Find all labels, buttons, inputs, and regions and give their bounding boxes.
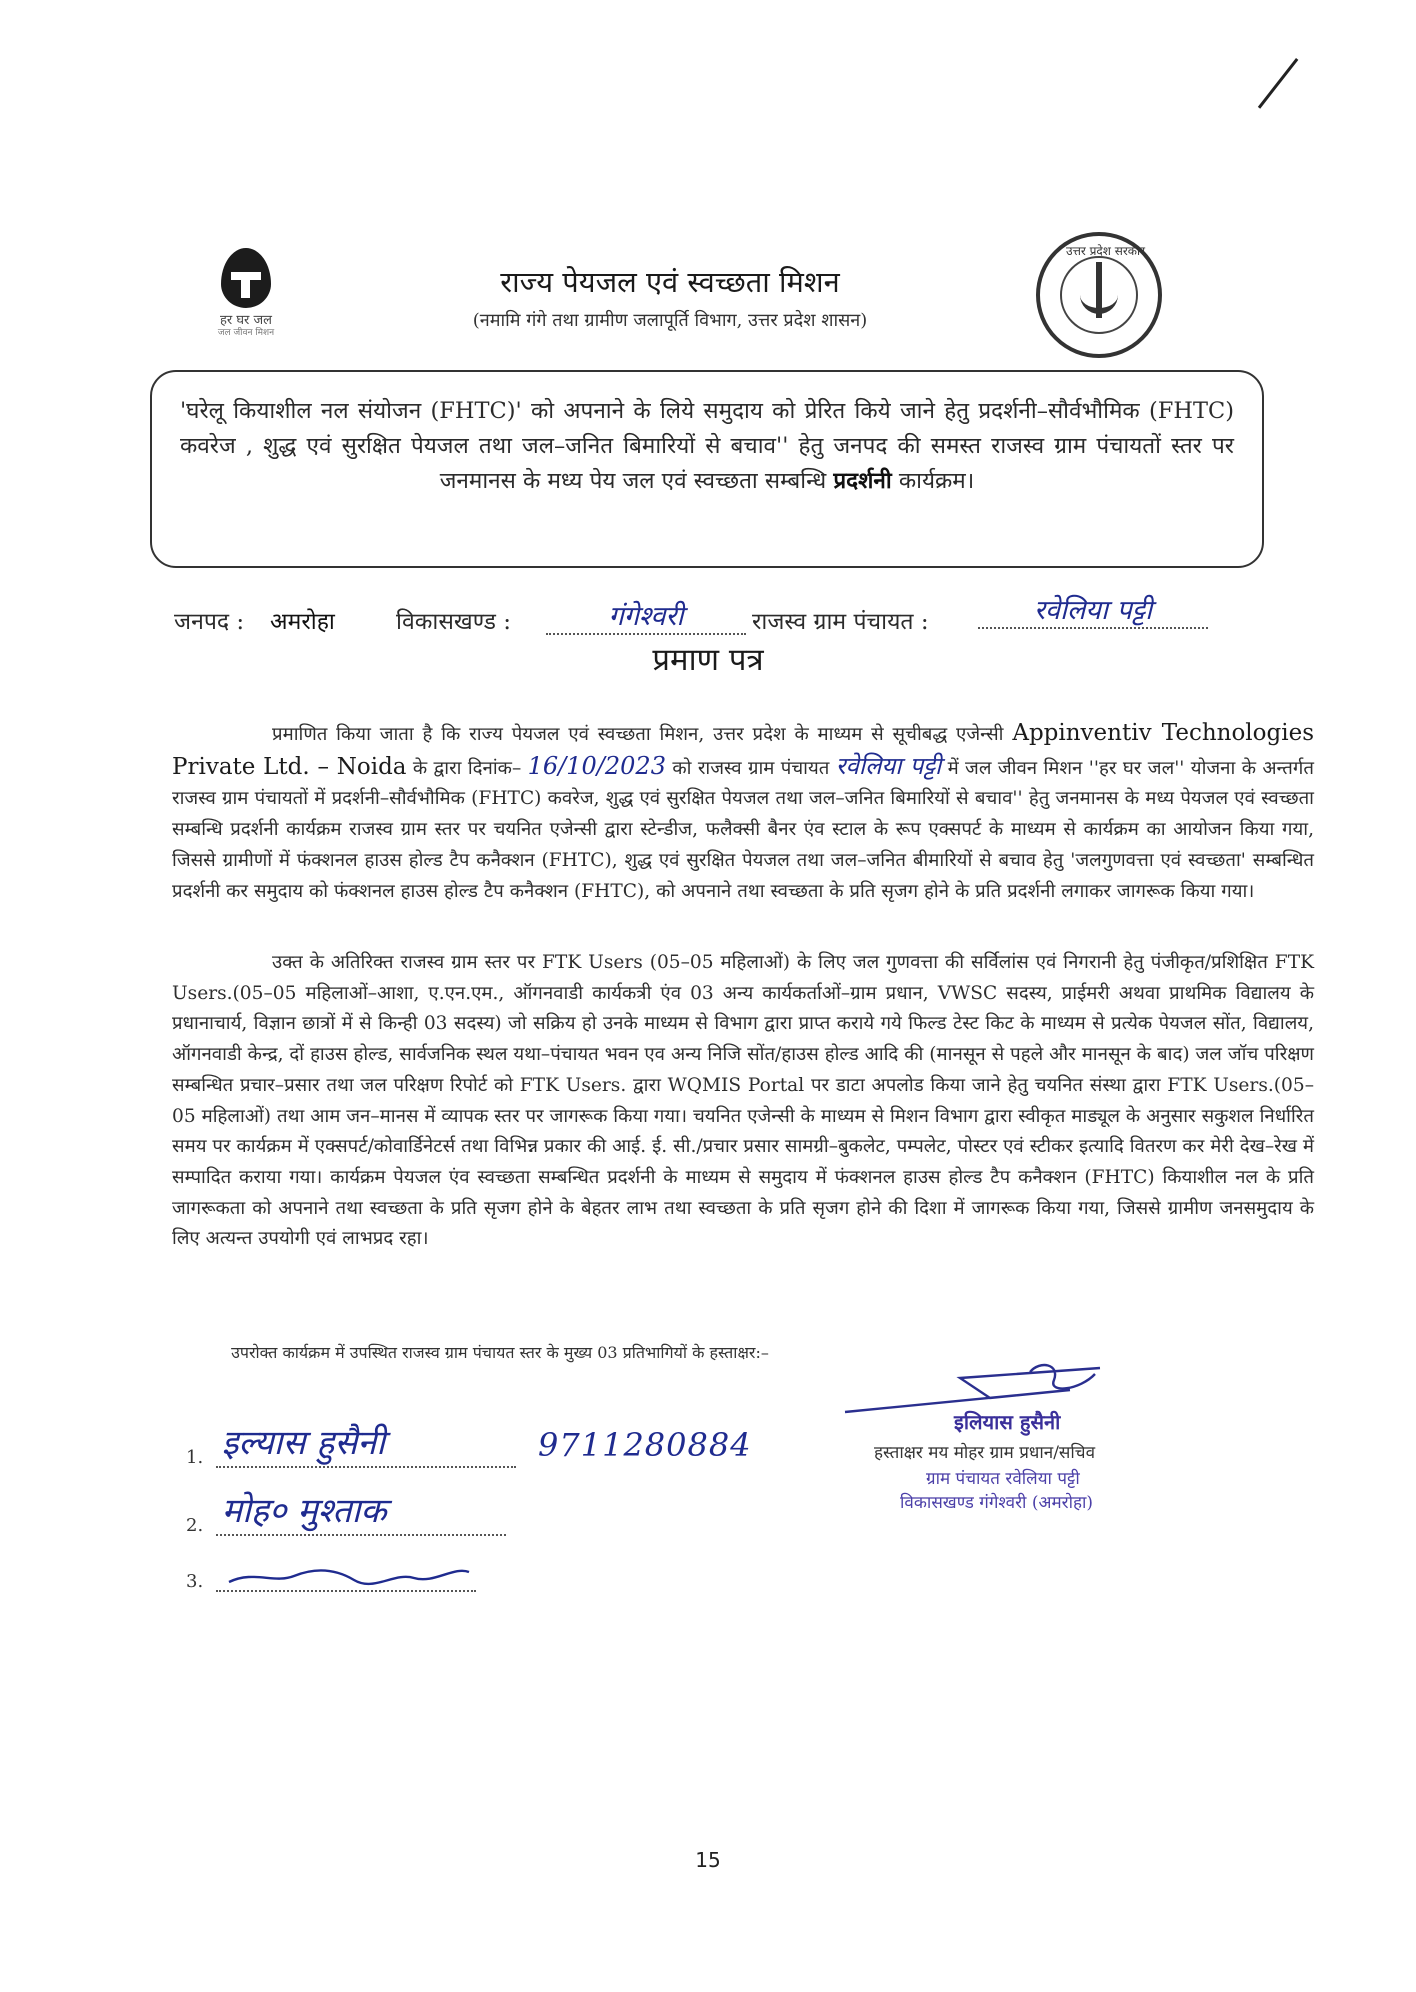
program-description-bold: प्रदर्शनी <box>833 468 892 494</box>
block-value-handwritten: गंगेश्वरी <box>546 596 746 635</box>
panchayat-value-handwritten: रवेलिया पट्टी <box>978 590 1208 629</box>
stamp-name: इलियास हुसैनी <box>954 1410 1061 1434</box>
signature-handwritten: मोह० मुश्ताक <box>221 1491 387 1531</box>
block-label: विकासखण्ड : <box>396 609 512 635</box>
pradhan-stamp <box>840 1360 1170 1513</box>
stamp-block: विकासखण्ड गंगेश्वरी (अमरोहा) <box>900 1493 1094 1513</box>
panchayat-label: राजस्व ग्राम पंचायत : <box>752 609 929 635</box>
para1-date-label: के द्वारा दिनांक– <box>412 757 522 779</box>
certificate-heading: प्रमाण पत्र <box>652 642 764 678</box>
stamp-gram-panchayat: ग्राम पंचायत रवेलिया पट्टी <box>926 1469 1080 1489</box>
participant-phone-handwritten: 9711280884 <box>538 1426 752 1464</box>
para1-body: में जल जीवन मिशन ''हर घर जल'' योजना के अन्तर्गत राजस्व ग्राम पंचायतों में प्रदर्शनी–सौर्वभौमिक (FHTC) कवरेज, शुद्ध एवं सुरक्षित पेयजल तथा जल–जनित बिमारियों से बचाव'' हेतु जनमानस के मध्य पेयजल एवं स्वच्छता सम्बन्धि प्रदर्शनी कार्यक्रम राजस्व ग्राम स्तर पर चयनित एजेन्सी द्वारा स्टेन्डीज, फलैक्सी बैनर एंव स्टाल के रूप एक्सपर्ट के माध्यम से कार्यक्रम का आयोजन किया गया, जिससे ग्रामीणों में फंक्शनल हाउस होल्ड टैप कनैक्शन (FHTC), शुद्ध एवं सुरक्षित पेयजल तथा जल–जनित बीमारियों से बचाव हेतु 'जलगुणवत्ता एवं स्वच्छता' सम्बन्धित प्रदर्शनी कर समुदाय को फंक्शनल हाउस होल्ड टैप कनैक्शन (FHTC), को अपनाने तथा स्वच्छता के प्रति सृजग होने के प्रति प्रदर्शनी लगाकर जागरूक किया गया। <box>172 757 1314 902</box>
logo-caption: हर घर जल <box>220 313 272 328</box>
signature-field <box>216 1491 506 1536</box>
signature-scribble-icon <box>224 1562 474 1588</box>
program-description-box <box>150 370 1264 568</box>
program-description-text: 'घरेलू कियाशील नल संयोजन (FHTC)' को अपनाने के लिये समुदाय को प्रेरित किये जाने हेतु प्रदर्शनी–सौर्वभौमिक (FHTC) कवरेज , शुद्ध एवं सुरक्षित पेयजल तथा जल–जनित बिमारियों से बचाव'' हेतु जनपद की समस्त राजस्व ग्राम पंचायतों स्तर पर जनमानस के मध्य पेय जल एवं स्वच्छता सम्बन्धि <box>180 398 1234 494</box>
signature-field <box>216 1423 516 1468</box>
signature-number: 2. <box>186 1515 204 1536</box>
district-label: जनपद : <box>174 609 245 635</box>
agency-name: Appinventiv Technologies Private Ltd. – Noida <box>172 720 1314 780</box>
signatures-intro: उपरोक्त कार्यक्रम में उपस्थित राजस्व ग्राम पंचायत स्तर के मुख्य 03 प्रतिभागियों के हस्ताक्षर:– <box>231 1343 769 1362</box>
emblem-bow-icon <box>1096 262 1102 318</box>
signature-line-3 <box>186 1562 476 1592</box>
signature-line-2 <box>186 1491 506 1536</box>
mission-subtitle: (नमामि गंगे तथा ग्रामीण जलापूर्ति विभाग, उत्तर प्रदेश शासन) <box>472 310 868 331</box>
logo-subcaption: जल जीवन मिशन <box>217 328 275 338</box>
mission-title: राज्य पेयजल एवं स्वच्छता मिशन <box>500 265 840 299</box>
emblem-ring-icon <box>1036 232 1162 358</box>
emblem-text: उत्तर प्रदेश सरकार <box>1066 244 1146 258</box>
corner-tick-mark <box>1258 58 1299 109</box>
page-number: 15 <box>695 1848 721 1872</box>
signature-line-1 <box>186 1423 516 1468</box>
signature-number: 1. <box>186 1447 204 1468</box>
har-ghar-jal-logo <box>196 248 296 358</box>
program-description-tail: कार्यक्रम। <box>898 468 975 494</box>
para1-gp-label: को राजस्व ग्राम पंचायत <box>672 757 830 779</box>
signature-handwritten: इल्यास हुसैनी <box>221 1423 385 1463</box>
signature-number: 3. <box>186 1571 204 1592</box>
gram-panchayat-handwritten: रवेलिया पट्टी <box>835 751 942 780</box>
certificate-paragraph-2: उक्त के अतिरिक्त राजस्व ग्राम स्तर पर FTK Users (05–05 महिलाओं) के लिए जल गुणवत्ता की सर्विलांस एवं निगरानी हेतु पंजीकृत/प्रशिक्षित FTK Users.(05–05 महिलाओं–आशा, ए.एन.एम., ऑगनवाडी कार्यकत्री एंव 03 अन्य कार्यकर्ताओं–ग्राम प्रधान, VWSC सदस्य, प्राईमरी अथवा प्राथमिक विद्यालय के प्रधानाचार्य, विज्ञान छात्रों में से किन्ही 03 सदस्य) जो सक्रिय हो उनके माध्यम से विभाग द्वारा प्राप्त कराये गये फिल्ड टेस्ट किट के माध्यम से प्रत्येक पेयजल सोंत, विद्यालय, ऑगनवाडी केन्द्र, दों हाउस होल्ड, सार्वजनिक स्थल यथा–पंचायत भवन एव अन्य निजि सोंत/हाउस होल्ड आदि की (मानसून से पहले और मानसून के बाद) जल जॉच परिक्षण सम्बन्धित प्रचार–प्रसार तथा जल परिक्षण रिपोर्ट को FTK Users. द्वारा WQMIS Portal पर डाटा अपलोड किया जाने हेतु चयनित संस्था द्वारा FTK Users.(05–05 महिलाओं) तथा आम जन–मानस में व्यापक स्तर पर जागरूक किया गया। चयनित एजेन्सी के माध्यम से मिशन विभाग द्वारा स्वीकृत माड्यूल के अनुसार सकुशल निर्धारित समय पर कार्यक्रम में एक्सपर्ट/कोवार्डिनेटर्स तथा विभिन्न प्रकार की आई. ई. सी./प्रचार प्रसार सामग्री–बुकलेट, पम्पलेट, पोस्टर एवं स्टीकर इत्यादि वितरण कर मेरी देख–रेख में सम्पादित कराया गया। कार्यक्रम पेयजल एंव स्वच्छता सम्बन्धित प्रदर्शनी के माध्यम से समुदाय में फंक्शनल हाउस होल्ड टैप कनैक्शन (FHTC) कियाशील नल के प्रति जागरूकता को अपनाने तथा स्वच्छता के प्रति सृजग होने के बेहतर लाभ तथा स्वच्छता के प्रति सृजग होने की दिशा में जागरूक किया गया, जिससे ग्रामीण जनसमुदाय के लिए अत्यन्त उपयोगी एवं लाभप्रद रहा। <box>172 952 1314 1250</box>
up-government-emblem <box>1036 232 1172 362</box>
program-date-handwritten: 16/10/2023 <box>527 751 666 780</box>
para1-intro: प्रमाणित किया जाता है कि राज्य पेयजल एवं स्वच्छता मिशन, उत्तर प्रदेश के माध्यम से सूचीबद्ध एजेन्सी <box>272 724 1004 745</box>
signature-field <box>216 1562 476 1592</box>
stamp-designation: हस्ताक्षर मय मोहर ग्राम प्रधान/सचिव <box>874 1443 1096 1463</box>
certificate-paragraph-1 <box>172 718 1314 907</box>
district-value: अमरोहा <box>270 609 335 635</box>
water-tap-drop-icon <box>221 248 271 308</box>
